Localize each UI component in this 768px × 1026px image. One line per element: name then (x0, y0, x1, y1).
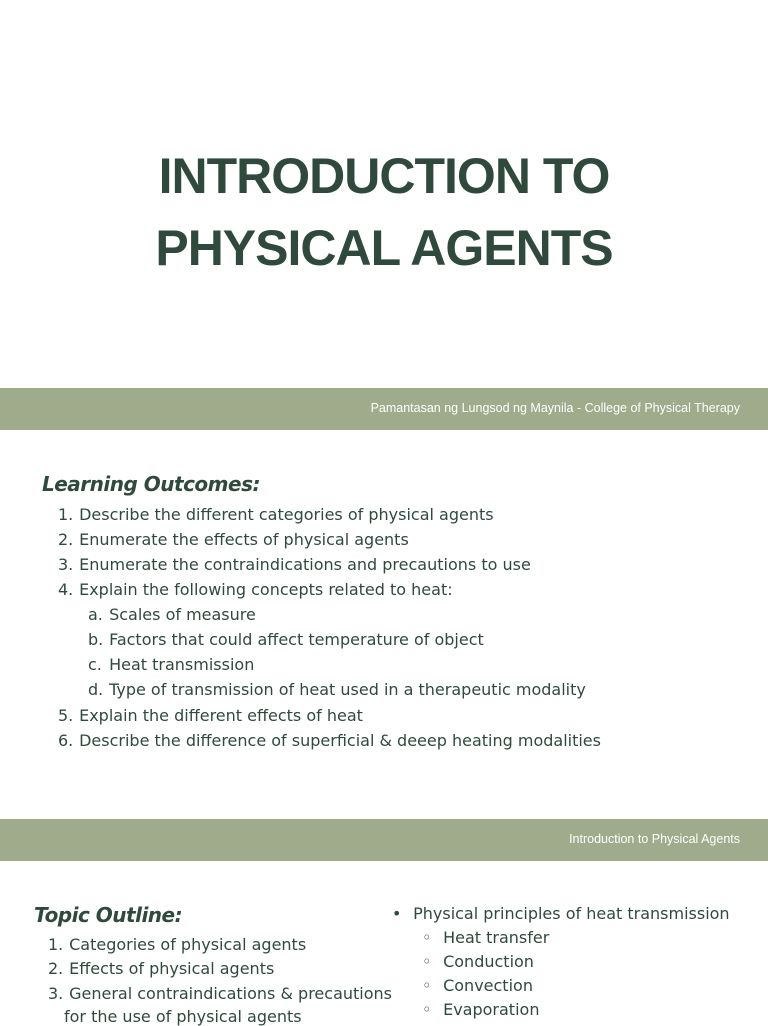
item-text: Explain the following concepts related to heat: (79, 580, 453, 599)
list-item (48, 959, 274, 978)
item-text: Categories of physical agents (69, 935, 307, 954)
item-number: c. (88, 655, 102, 674)
bullet-text: Physical principles of heat transmission (413, 904, 730, 923)
list-item (58, 555, 531, 574)
slide-footer-band (0, 819, 768, 861)
learning-outcomes-heading: Learning Outcomes: (42, 472, 260, 496)
list-item (88, 680, 586, 699)
item-number: 1. (48, 935, 64, 954)
circle-bullet-icon: ◦ (422, 976, 432, 995)
item-number: a. (88, 605, 103, 624)
item-text: Describe the different categories of physical agents (79, 505, 494, 524)
item-number: 1. (58, 505, 74, 524)
list-item (58, 706, 363, 725)
sub-bullet-item (422, 952, 534, 971)
sub-bullet-text: Convection (443, 976, 533, 995)
item-number: 5. (58, 706, 74, 725)
item-text: General contraindications & precautions (69, 984, 392, 1003)
footer-text: Pamantasan ng Lungsod ng Maynila - College of Physical Therapy (370, 401, 740, 415)
footer-text: Introduction to Physical Agents (569, 832, 740, 846)
item-number: b. (88, 630, 104, 649)
item-number: 3. (48, 984, 64, 1003)
item-number: d. (88, 680, 104, 699)
list-item (48, 984, 392, 1003)
item-text: Factors that could affect temperature of object (109, 630, 484, 649)
sub-bullet-text: Heat transfer (443, 928, 550, 947)
sub-bullet-item (422, 1000, 539, 1019)
list-item (88, 630, 484, 649)
item-text: Explain the different effects of heat (79, 706, 363, 725)
sub-bullet-text: Conduction (443, 952, 534, 971)
item-text: Describe the difference of superficial & deeep heating modalities (79, 731, 601, 750)
item-text: for the use of physical agents (64, 1007, 302, 1026)
item-number: 2. (48, 959, 64, 978)
list-item (58, 580, 453, 599)
title-line-2: PHYSICAL AGENTS (155, 220, 613, 276)
item-number: 4. (58, 580, 74, 599)
slide-title (0, 140, 768, 284)
item-number: 2. (58, 530, 74, 549)
bullet-item (392, 904, 730, 923)
sub-bullet-text: Evaporation (443, 1000, 540, 1019)
item-number: 6. (58, 731, 74, 750)
item-text: Heat transmission (109, 655, 255, 674)
item-text: Effects of physical agents (69, 959, 275, 978)
item-text: Type of transmission of heat used in a therapeutic modality (109, 680, 586, 699)
sub-bullet-item (422, 976, 533, 995)
list-item (58, 505, 494, 524)
list-item (88, 605, 256, 624)
topic-outline-heading: Topic Outline: (34, 903, 183, 927)
item-number: 3. (58, 555, 74, 574)
circle-bullet-icon: ◦ (422, 928, 432, 947)
list-item (64, 1007, 302, 1026)
list-item (58, 530, 409, 549)
bullet-icon: • (392, 904, 402, 923)
circle-bullet-icon: ◦ (422, 952, 432, 971)
list-item (48, 935, 306, 954)
sub-bullet-item (422, 928, 549, 947)
item-text: Enumerate the effects of physical agents (79, 530, 409, 549)
item-text: Enumerate the contraindications and precautions to use (79, 555, 531, 574)
list-item (58, 731, 601, 750)
slide-footer-band (0, 388, 768, 430)
item-text: Scales of measure (109, 605, 256, 624)
list-item (88, 655, 254, 674)
circle-bullet-icon: ◦ (422, 1000, 432, 1019)
title-line-1: INTRODUCTION TO (158, 148, 610, 204)
